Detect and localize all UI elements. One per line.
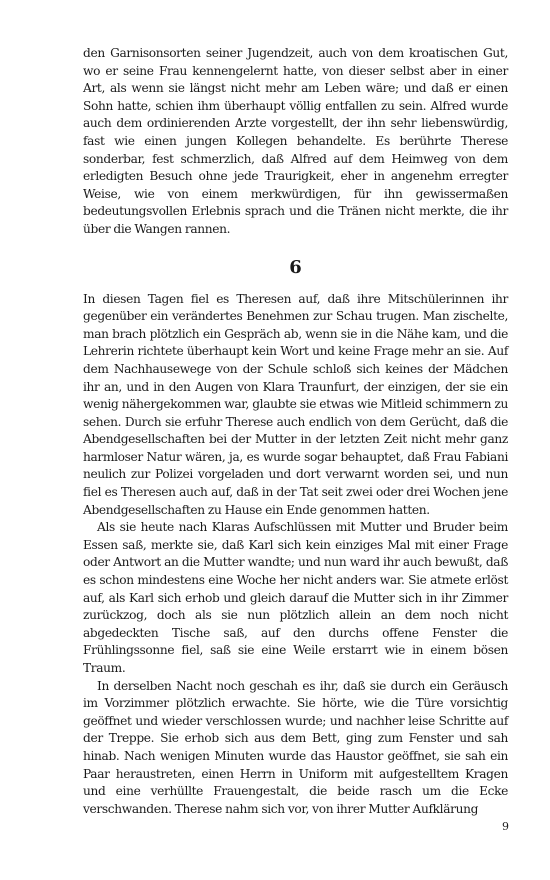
paragraph-1: In diesen Tagen fiel es Theresen auf, daß ihre Mitschülerinnen ihr gegenüber ein verändertes Benehmen zur Schau trugen. Man zischelte, man brach plötzlich ein Gespräch ab, wenn sie in die Nähe kam, und die Lehrerin richtete überhaupt kein Wort und keine Frage mehr an sie. Auf dem Nachhausewege von der Schule schloß sich keines der Mädchen ihr an, und in den Augen von Klara Traunfurt, der einzigen, der sie ein wenig nähergekommen war, glaubte sie etwas wie Mitleid schimmern zu sehen. Durch sie erfuhr Therese auch endlich von dem Gerücht, daß die Abendgesellschaften bei der Mutter in der letzten Zeit nicht mehr ganz harmloser Natur wären, ja, es wurde sogar behauptet, daß Frau Fabiani neulich zur Polizei vorgeladen und dort verwarnt worden sei, und nun fiel es Theresen auch auf, daß in der Tat seit zwei oder drei Wochen jene Abendgesellschaften zu Hause ein Ende genommen hatten. [83,291,508,517]
book-page-text [83,45,508,818]
page-number: 9 [502,820,509,833]
paragraph-3: In derselben Nacht noch geschah es ihr, daß sie durch ein Geräusch im Vorzimmer plötzlich erwachte. Sie hörte, wie die Türe vorsichtig geöffnet und wieder verschlossen wurde; und nachher leise Schritte auf der Treppe. Sie erhob sich aus dem Bett, ging zum Fenster und sah hinab. Nach wenigen Minuten wurde das Haustor geöffnet, sie sah ein Paar heraustreten, einen Herrn in Uniform mit aufgestelltem Kragen und eine verhüllte Frauengestalt, die beide rasch um die Ecke verschwanden. Therese nahm sich vor, von ihrer Mutter Aufklärung [83,678,508,816]
paragraph-continued: den Garnisonsorten seiner Jugendzeit, auch von dem kroatischen Gut, wo er seine Frau kennengelernt hatte, von dieser selbst aber in einer Art, als wenn sie längst nicht mehr am Leben wäre; und daß er einen Sohn hatte, schien ihm überhaupt völlig entfallen zu sein. Alfred wurde auch dem ordinierenden Arzte vorgestellt, der ihn sehr liebenswürdig, fast wie einen jungen Kollegen behandelte. Es berührte Therese sonderbar, fest schmerzlich, daß Alfred auf dem Heimweg von dem erledigten Besuch ohne jede Traurigkeit, eher in angenehm erregter Weise, wie von einem merkwürdigen, für ihn gewissermaßen bedeutungsvollen Erlebnis sprach und die Tränen nicht merkte, die ihr über die Wangen rannen. [83,46,508,236]
chapter-number: 6 [289,256,302,278]
paragraph-2: Als sie heute nach Klaras Aufschlüssen mit Mutter und Bruder beim Essen saß, merkte sie, daß Karl sich kein einziges Mal mit einer Frage oder Antwort an die Mutter wandte; und nun ward ihr auch bewußt, daß es schon mindestens eine Woche her nicht anders war. Sie atmete erlöst auf, als Karl sich erhob und gleich darauf die Mutter sich in ihr Zimmer zurückzog, doch als sie nun plötzlich allein an dem noch nicht abgedeckten Tische saß, auf den durchs offene Fenster die Frühlingssonne fiel, saß sie eine Weile erstarrt wie in einem bösen Traum. [83,520,508,675]
